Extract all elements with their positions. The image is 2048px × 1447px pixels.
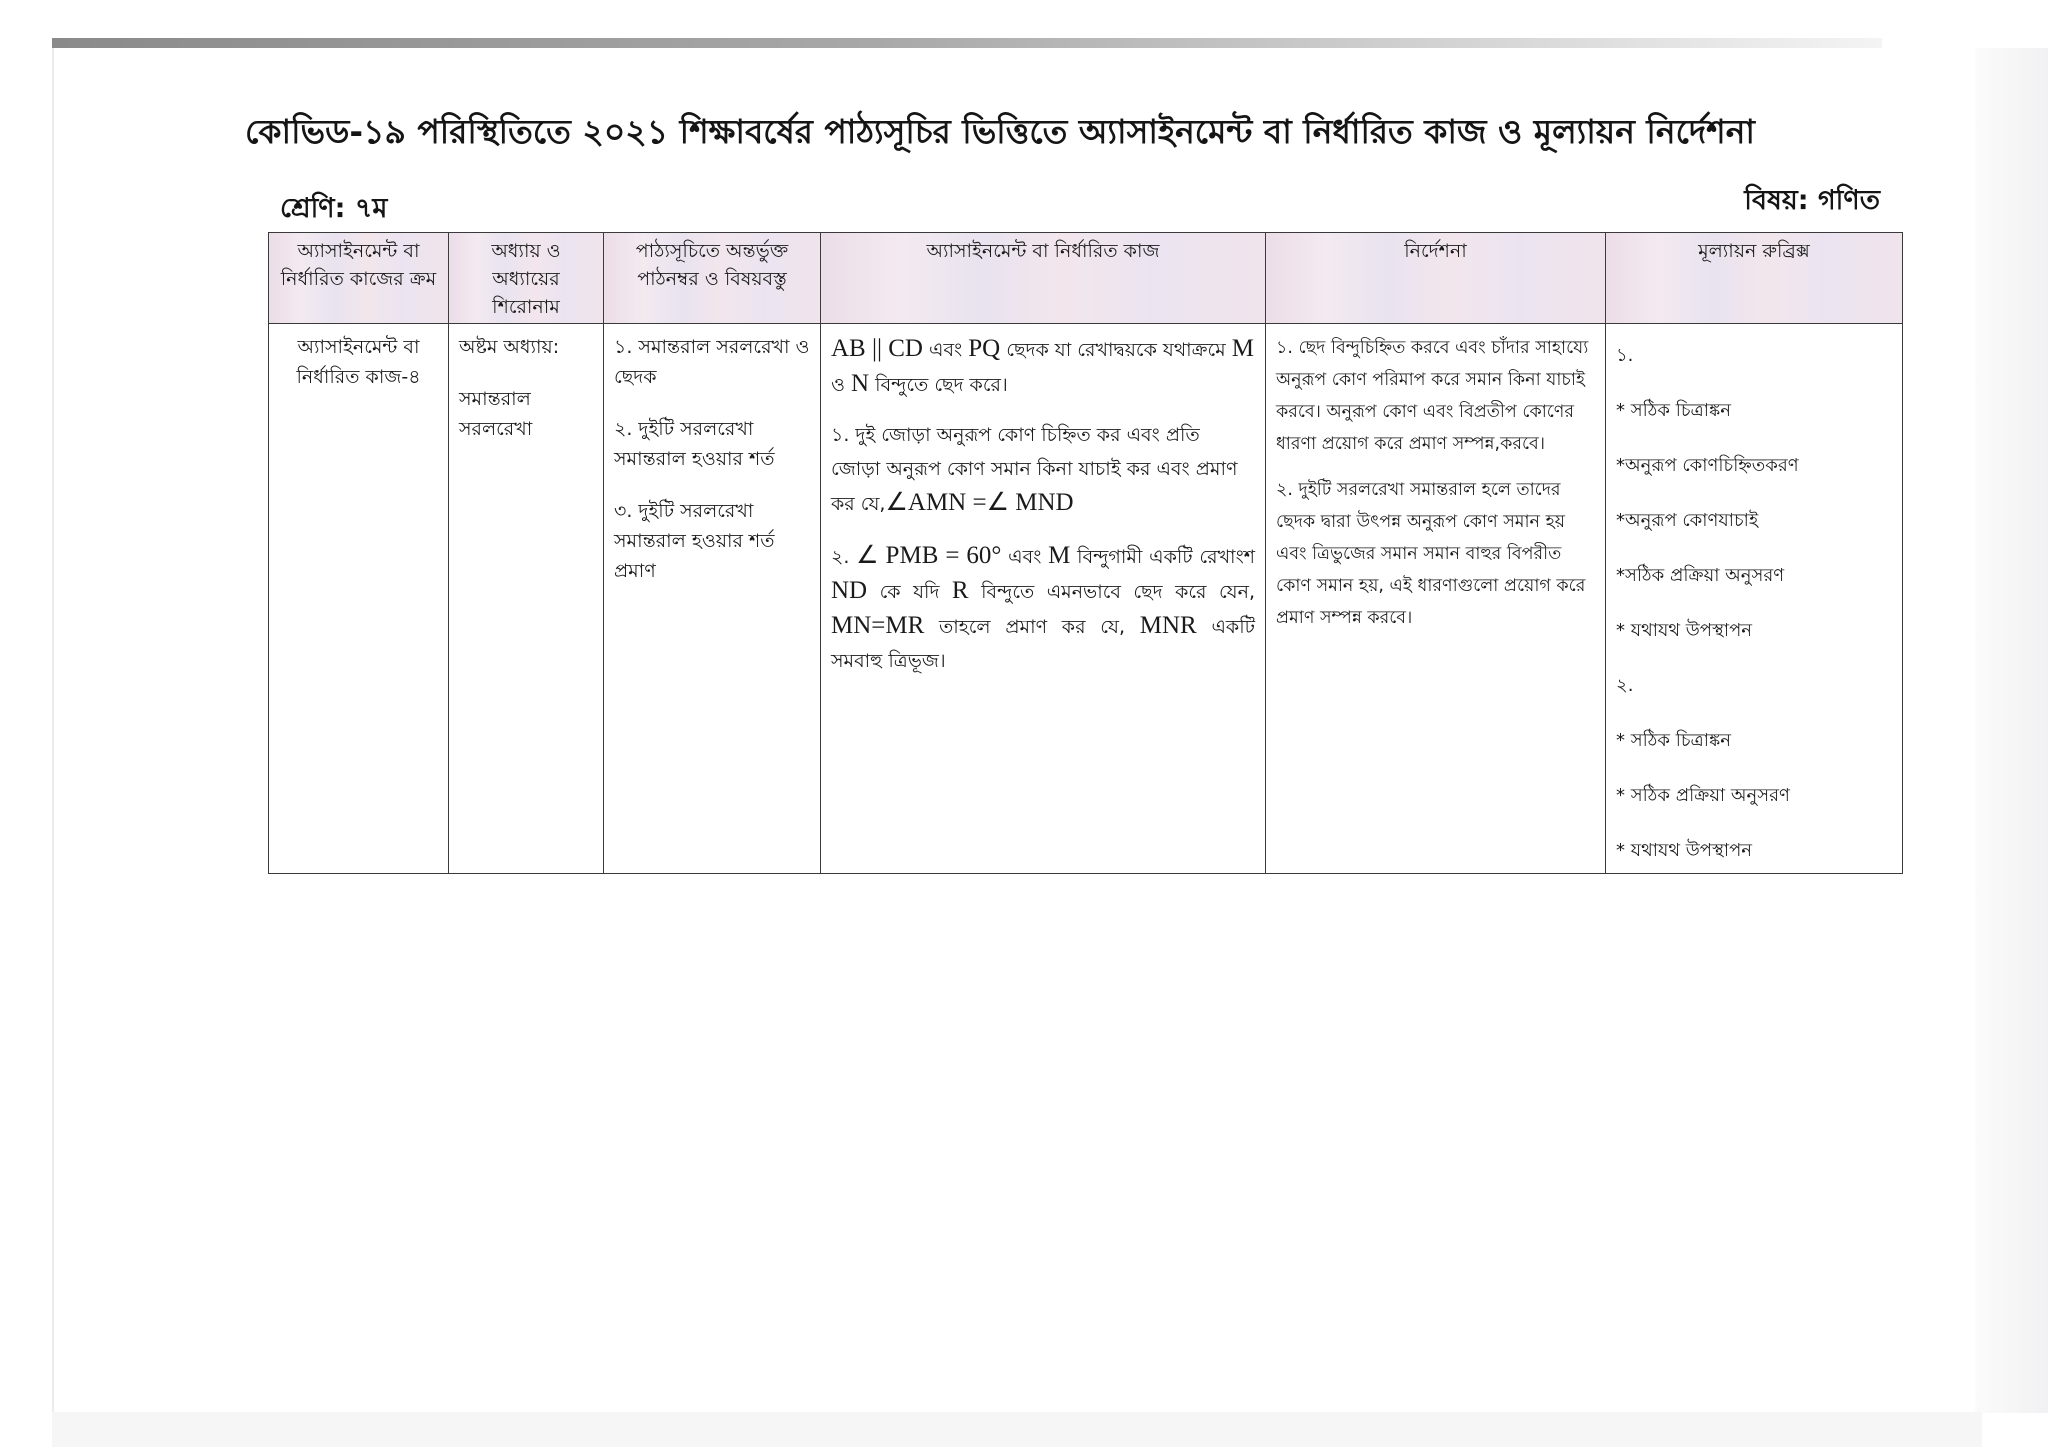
task-question-2: [831, 539, 1255, 678]
rubric-item: ১.: [1616, 345, 1634, 366]
rubric-item: * যথাযথ উপস্থাপন: [1616, 620, 1753, 641]
assignment-number: অ্যাসাইনমেন্ট বা নির্ধারিত কাজ-৪: [296, 336, 421, 388]
math-expression: M: [1048, 542, 1071, 569]
math-expression: ND: [831, 577, 868, 604]
subject-label: বিষয়: গণিত: [1744, 185, 1880, 216]
task-intro: [831, 332, 1255, 402]
header-lessons: পাঠ্যসূচিতে অন্তর্ভুক্ত পাঠনম্বর ও বিষয়বস্তু: [604, 233, 821, 324]
math-expression: MN=MR: [831, 612, 925, 639]
header-assignment-task: অ্যাসাইনমেন্ট বা নির্ধারিত কাজ: [821, 233, 1266, 324]
rubric-item: * সঠিক প্রক্রিয়া অনুসরণ: [1616, 785, 1790, 806]
task-text-fragment: ১. দুই জোড়া অনুরূপ কোণ চিহ্নিত কর এবং প্রতি জোড়া অনুরূপ কোণ সমান কিনা যাচাই কর এবং প্রমাণ কর যে,: [831, 424, 1238, 515]
guidance-item: ২. দুইটি সরলরেখা সমান্তরাল হলে তাদের ছেদক দ্বারা উৎপন্ন অনুরূপ কোণ সমান হয় এবং ত্রিভুজের সমান সমান বাহুর বিপরীত কোণ সমান হয়, এই ধারণাগুলো প্রয়োগ করে প্রমাণ সম্পন্ন করবে।: [1276, 480, 1586, 628]
cell-rubrics: [1606, 324, 1903, 874]
scan-shadow-top: [52, 38, 1882, 48]
document-title: কোভিড-১৯ পরিস্থিতিতে ২০২১ শিক্ষাবর্ষের পাঠ্যসূচির ভিত্তিতে অ্যাসাইনমেন্ট বা নির্ধারিত কাজ ও মূল্যায়ন নির্দেশনা: [245, 112, 1755, 151]
task-text-fragment: বিন্দুতে এমনভাবে ছেদ করে যেন,: [968, 581, 1255, 603]
scan-shadow-left: [52, 48, 54, 1413]
header-guidance: নির্দেশনা: [1266, 233, 1606, 324]
task-text-fragment: বিন্দুতে ছেদ করে।: [869, 374, 1008, 396]
task-text-fragment: এবং: [1001, 546, 1049, 568]
table-header-row: [269, 233, 1903, 324]
rubric-item: *অনুরূপ কোণচিহ্নিতকরণ: [1616, 455, 1799, 476]
cell-lessons: [604, 324, 821, 874]
class-label: শ্রেণি: ৭ম: [280, 193, 388, 224]
math-expression: MNR: [1139, 612, 1197, 639]
rubric-item: ২.: [1616, 675, 1634, 696]
table-row: [269, 324, 1903, 874]
guidance-body: [1276, 332, 1595, 634]
lesson-item: ৩. দুইটি সরলরেখা সমান্তরাল হওয়ার শর্ত প্রমাণ: [614, 500, 775, 582]
rubric-list: [1616, 332, 1892, 865]
scan-shadow-right: [1975, 48, 2048, 1413]
cell-assignment-order: [269, 324, 449, 874]
rubric-item: *অনুরূপ কোণযাচাই: [1616, 510, 1759, 531]
task-question-1: [831, 418, 1255, 521]
task-text-fragment: ছেদক যা রেখাদ্বয়কে যথাক্রমে: [1000, 339, 1232, 361]
header-chapter: অধ্যায় ও অধ্যায়ের শিরোনাম: [449, 233, 604, 324]
task-text-fragment: কে যদি: [867, 581, 952, 603]
cell-assignment-task: [821, 324, 1266, 874]
math-expression: AB || CD: [831, 335, 923, 362]
cell-guidance: [1266, 324, 1606, 874]
task-text-fragment: ২.: [831, 546, 857, 568]
rubric-item: * সঠিক চিত্রাঙ্কন: [1616, 400, 1732, 421]
cell-chapter: [449, 324, 604, 874]
header-rubrics: মূল্যায়ন রুব্রিক্স: [1606, 233, 1903, 324]
lesson-item: ১. সমান্তরাল সরলরেখা ও ছেদক: [614, 336, 810, 388]
math-expression: N: [851, 370, 870, 397]
math-expression: ∠ PMB = 60°: [856, 542, 1002, 569]
task-text-fragment: একটি সমবাহু ত্রিভূজ।: [831, 616, 1256, 672]
math-expression: M: [1231, 335, 1255, 362]
chapter-title: সমান্তরাল সরলরেখা: [459, 388, 533, 440]
chapter-number: অষ্টম অধ্যায়:: [459, 336, 560, 358]
task-text-fragment: তাহলে প্রমাণ কর যে,: [924, 616, 1140, 638]
task-text-fragment: এবং: [922, 339, 969, 361]
header-assignment-order: অ্যাসাইনমেন্ট বা নির্ধারিত কাজের ক্রম: [269, 233, 449, 324]
lesson-item: ২. দুইটি সরলরেখা সমান্তরাল হওয়ার শর্ত: [614, 418, 775, 470]
scan-shadow-bottom: [52, 1412, 1982, 1447]
math-expression: PQ: [968, 335, 1001, 362]
guidance-item: ১. ছেদ বিন্দুচিহ্নিত করবে এবং চাঁদার সাহায্যে অনুরূপ কোণ পরিমাপ করে সমান কিনা যাচাই করবে। অনুরূপ কোণ এবং বিপ্রতীপ কোণের ধারণা প্রয়োগ করে প্রমাণ সম্পন্ন,করবে।: [1276, 338, 1589, 454]
rubric-item: * যথাযথ উপস্থাপন: [1616, 840, 1753, 861]
assignment-table: [268, 232, 1903, 874]
math-expression: R: [951, 577, 969, 604]
rubric-item: * সঠিক চিত্রাঙ্কন: [1616, 730, 1732, 751]
task-text-fragment: বিন্দুগামী একটি রেখাংশ: [1070, 546, 1255, 568]
rubric-item: *সঠিক প্রক্রিয়া অনুসরণ: [1616, 565, 1785, 586]
math-expression: ∠AMN =∠ MND: [885, 489, 1074, 516]
task-body: [831, 332, 1255, 678]
task-text-fragment: ও: [831, 374, 852, 396]
